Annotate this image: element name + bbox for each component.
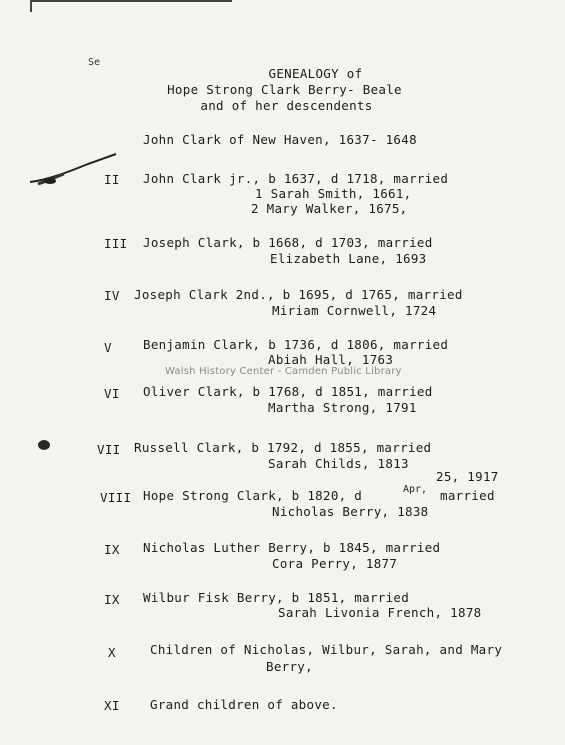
generation-numeral: VI xyxy=(104,386,120,401)
handwritten-married: married xyxy=(440,488,495,503)
entry-spouse-line: Nicholas Berry, 1838 xyxy=(272,504,429,519)
entry-line: Joseph Clark 2nd., b 1695, d 1765, married xyxy=(134,287,463,302)
entry-line: Grand children of above. xyxy=(150,697,338,712)
entry-line: Oliver Clark, b 1768, d 1851, married xyxy=(143,384,433,399)
entry-line: Children of Nicholas, Wilbur, Sarah, and Mary xyxy=(150,642,503,657)
title-line-2: Hope Strong Clark Berry- Beale xyxy=(167,82,402,97)
title-line-3: and of her descendents xyxy=(200,98,373,113)
entry-spouse-line: Abiah Hall, 1763 xyxy=(268,352,394,367)
ink-smudge xyxy=(38,440,50,450)
generation-numeral: IX xyxy=(104,542,120,557)
generation-numeral: V xyxy=(104,340,112,355)
entry-line: Nicholas Luther Berry, b 1845, married xyxy=(143,540,441,555)
entry-spouse-line: Sarah Childs, 1813 xyxy=(268,456,409,471)
generation-numeral: IV xyxy=(104,288,120,303)
generation-numeral: VIII xyxy=(100,490,132,505)
entry-line: John Clark jr., b 1637, d 1718, married xyxy=(143,171,449,186)
generation-numeral: VII xyxy=(97,442,121,457)
header-mark: Se xyxy=(88,57,101,68)
generation-numeral: IX xyxy=(104,592,120,607)
page-corner-border xyxy=(30,0,232,12)
entry-line: Benjamin Clark, b 1736, d 1806, married xyxy=(143,337,449,352)
title-line-1: GENEALOGY of xyxy=(268,66,363,81)
entry-spouse-line: Martha Strong, 1791 xyxy=(268,400,417,415)
entry-line: Russell Clark, b 1792, d 1855, married xyxy=(134,440,432,455)
handwritten-month: Apr, xyxy=(403,484,428,495)
entry-spouse-line: Elizabeth Lane, 1693 xyxy=(270,251,427,266)
entry-spouse-line: Sarah Livonia French, 1878 xyxy=(278,605,482,620)
entry-line: Wilbur Fisk Berry, b 1851, married xyxy=(143,590,410,605)
entry-spouse-line: Cora Perry, 1877 xyxy=(272,556,398,571)
entry-spouse-line: 2 Mary Walker, 1675, xyxy=(251,201,408,216)
generation-numeral: II xyxy=(104,172,120,187)
handwritten-date: 25, 1917 xyxy=(436,469,499,484)
entry-line: John Clark of New Haven, 1637- 1648 xyxy=(143,132,417,147)
entry-line: Hope Strong Clark, b 1820, d xyxy=(143,488,363,503)
entry-spouse-line: Miriam Cornwell, 1724 xyxy=(272,303,437,318)
generation-numeral: X xyxy=(108,645,116,660)
entry-continuation-line: Berry, xyxy=(266,659,313,674)
library-watermark: Walsh History Center - Camden Public Library xyxy=(165,366,402,377)
generation-numeral: III xyxy=(104,236,128,251)
generation-numeral: XI xyxy=(104,698,120,713)
entry-line: Joseph Clark, b 1668, d 1703, married xyxy=(143,235,433,250)
entry-spouse-line: 1 Sarah Smith, 1661, xyxy=(255,186,412,201)
